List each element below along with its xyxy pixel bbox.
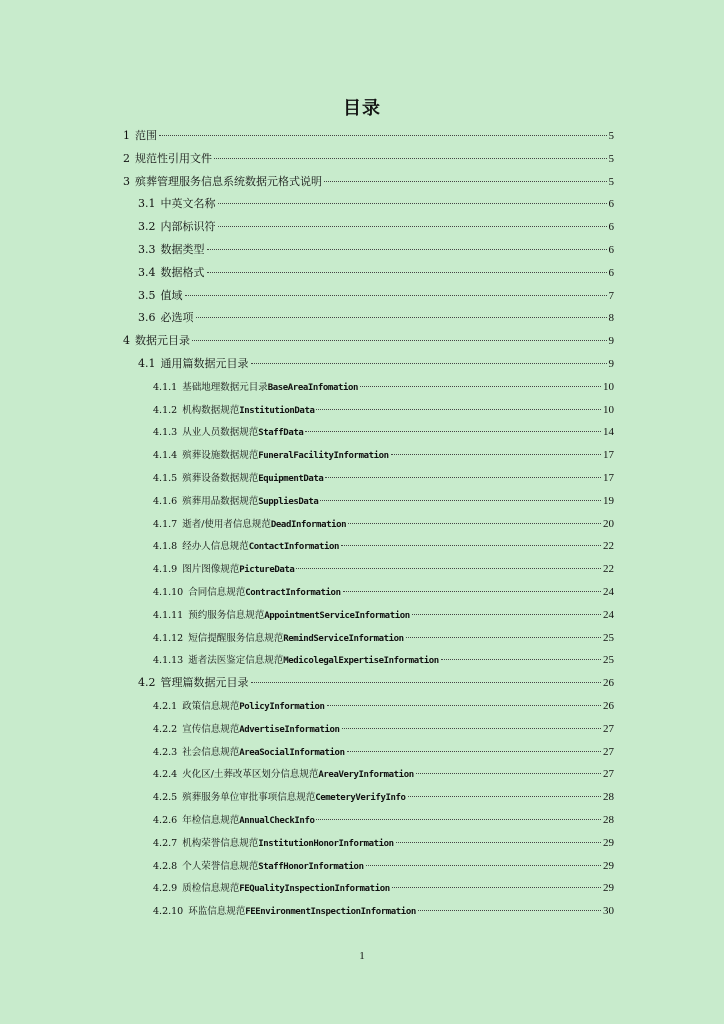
toc-title: 目录	[343, 98, 381, 119]
toc-entry-number: 4.2.5	[153, 792, 178, 804]
toc-leader-dots	[185, 295, 607, 296]
toc-entry-title: 殡葬管理服务信息系统数据元格式说明	[135, 174, 322, 188]
toc-entry-english-name: DeadInformation	[270, 519, 347, 530]
toc-entry-number: 3.6	[138, 311, 156, 325]
toc-entry-page: 6	[608, 244, 614, 256]
toc-entry-page: 26	[603, 677, 614, 690]
toc-entry[interactable]	[153, 582, 614, 602]
toc-entry-page: 27	[603, 745, 614, 758]
toc-entry-number: 4	[123, 334, 130, 348]
toc-entry-english-name: FEQualityInspectionInformation	[239, 884, 390, 895]
toc-entry-title: 社会信息规范	[182, 746, 240, 758]
toc-entry-english-name: InstitutionHonorInformation	[258, 838, 394, 849]
toc-entry-page: 17	[603, 472, 614, 484]
toc-entry-english-name: FuneralFacilityInformation	[258, 451, 389, 462]
toc-entry-title: 逝者/使用者信息规范	[182, 518, 271, 530]
toc-entry-number: 4.1.10	[153, 587, 184, 598]
toc-entry-page: 26	[603, 700, 614, 712]
toc-entry-title: 管理篇数据元目录	[160, 676, 249, 690]
toc-entry-number: 4.1.8	[153, 541, 178, 553]
toc-entry-english-name: SuppliesData	[258, 496, 319, 507]
toc-entry-english-name: AreaSocialInformation	[239, 747, 345, 758]
toc-entry[interactable]	[153, 696, 614, 716]
toc-entry-title: 合同信息规范	[188, 587, 246, 598]
toc-entry[interactable]	[153, 856, 614, 876]
toc-entry-number: 4.2.3	[153, 746, 178, 758]
toc-entry-page: 29	[603, 859, 614, 872]
toc-entry-number: 4.2.1	[153, 701, 178, 712]
toc-entry-english-name: ContractInformation	[245, 588, 341, 598]
toc-entry-number: 4.2.6	[153, 815, 178, 826]
toc-entry-page: 20	[603, 517, 614, 530]
toc-entry[interactable]	[138, 673, 614, 693]
toc-entry-page: 5	[608, 175, 614, 188]
toc-entry-title: 内部标识符	[160, 220, 216, 234]
toc-entry-page: 25	[603, 631, 614, 644]
toc-entry-page: 22	[603, 563, 614, 576]
toc-entry-title: 环监信息规范	[188, 906, 246, 918]
toc-entry-number: 4.1.2	[153, 404, 178, 416]
toc-entry-english-name: AppointmentServiceInformation	[264, 610, 410, 621]
toc-entry-page: 5	[608, 152, 614, 165]
toc-entry[interactable]	[138, 217, 614, 237]
toc-leader-dots	[196, 317, 607, 318]
toc-entry-english-name: StaffHonorInformation	[258, 861, 364, 872]
toc-entry-number: 4.2.2	[153, 723, 178, 735]
toc-entry-title: 经办人信息规范	[182, 541, 249, 553]
toc-entry-title: 机构荣誉信息规范	[182, 837, 259, 849]
toc-entry-title: 殡葬设备数据规范	[182, 473, 259, 484]
toc-entry-number: 3.2	[138, 220, 156, 234]
toc-leader-dots	[251, 682, 602, 683]
toc-entry-page: 22	[603, 540, 614, 553]
toc-leader-dots	[406, 637, 601, 638]
toc-entry-number: 3.1	[138, 197, 156, 211]
toc-entry-english-name: RemindServiceInformation	[283, 633, 404, 644]
toc-entry-number: 3	[123, 174, 130, 188]
toc-entry-english-name: BaseAreaInfomation	[267, 382, 359, 393]
toc-entry-english-name: AnnualCheckInfo	[239, 816, 315, 826]
toc-entry-title: 殡葬服务单位审批事项信息规范	[182, 792, 316, 804]
toc-entry-page: 24	[603, 586, 614, 598]
toc-entry-english-name: MedicolegalExpertiseInformation	[283, 656, 439, 667]
toc-entry-title: 从业人员数据规范	[182, 427, 259, 439]
toc-entry[interactable]	[123, 331, 614, 351]
toc-entry-number: 4.2.7	[153, 837, 178, 849]
toc-leader-dots	[296, 568, 601, 569]
toc-entry-number: 4.1.6	[153, 495, 178, 507]
toc-entry-number: 4.2.4	[153, 769, 178, 781]
toc-entry-title: 政策信息规范	[182, 701, 240, 712]
toc-leader-dots	[214, 158, 607, 159]
toc-leader-dots	[341, 545, 601, 546]
toc-entry-number: 4.2.10	[153, 906, 184, 918]
toc-leader-dots	[392, 887, 601, 888]
toc-entry[interactable]	[123, 126, 614, 146]
toc-leader-dots	[348, 523, 601, 524]
toc-entry[interactable]	[153, 742, 614, 762]
toc-entry-number: 4.1.3	[153, 427, 178, 439]
toc-entry-title: 预约服务信息规范	[188, 609, 265, 621]
page-number: 1	[359, 950, 365, 962]
toc-entry-title: 通用篇数据元目录	[160, 357, 249, 370]
toc-entry[interactable]	[153, 878, 614, 898]
toc-entry-english-name: StaffData	[258, 428, 304, 439]
toc-entry[interactable]	[153, 422, 614, 442]
toc-entry-english-name: AreaVeryInformation	[318, 770, 414, 781]
toc-leader-dots	[343, 591, 601, 592]
toc-entry-title: 个人荣誉信息规范	[182, 860, 259, 872]
toc-leader-dots	[305, 431, 601, 432]
toc-entry-number: 4.2.8	[153, 860, 178, 872]
toc-leader-dots	[316, 409, 601, 410]
toc-entry-english-name: PictureData	[239, 565, 295, 576]
toc-entry-page: 25	[603, 654, 614, 667]
toc-entry-title: 图片图像规范	[182, 564, 240, 576]
toc-entry-title: 范围	[135, 129, 157, 142]
toc-leader-dots	[251, 363, 607, 364]
toc-entry-number: 4.1.12	[153, 632, 184, 644]
toc-entry-number: 3.4	[138, 265, 156, 279]
toc-entry-page: 8	[608, 312, 614, 325]
toc-entry[interactable]	[153, 377, 614, 397]
toc-entry[interactable]	[138, 194, 614, 214]
toc-entry[interactable]	[153, 901, 614, 921]
toc-entry-number: 4.2.9	[153, 883, 178, 895]
toc-entry-title: 中英文名称	[160, 197, 216, 211]
toc-leader-dots	[207, 272, 607, 273]
toc-entry[interactable]	[138, 263, 614, 283]
toc-leader-dots	[218, 226, 607, 227]
toc-entry[interactable]	[138, 308, 614, 328]
toc-entry-title: 必选项	[160, 311, 194, 325]
toc-entry[interactable]	[153, 810, 614, 830]
toc-entry-title: 殡葬用品数据规范	[182, 495, 259, 507]
toc-entry[interactable]	[153, 536, 614, 556]
toc-entry[interactable]	[153, 764, 614, 784]
toc-entry[interactable]	[138, 240, 614, 260]
toc-entry-title: 逝者法医鉴定信息规范	[188, 655, 284, 667]
toc-entry-title: 质检信息规范	[182, 883, 240, 895]
toc-leader-dots	[342, 728, 601, 729]
toc-leader-dots	[418, 910, 601, 911]
toc-entry-page: 14	[603, 426, 614, 439]
toc-entry-page: 27	[603, 722, 614, 735]
toc-entry-number: 4.1	[138, 357, 156, 370]
toc-leader-dots	[327, 705, 601, 706]
toc-entry[interactable]	[153, 628, 614, 648]
toc-entry-page: 19	[603, 494, 614, 507]
toc-entry[interactable]	[153, 468, 614, 488]
toc-entry[interactable]	[153, 445, 614, 465]
toc-entry-number: 4.1.5	[153, 473, 178, 484]
toc-leader-dots	[159, 135, 607, 136]
toc-leader-dots	[192, 340, 607, 341]
toc-leader-dots	[412, 614, 601, 615]
toc-entry[interactable]	[138, 286, 614, 306]
toc-entry-title: 数据格式	[160, 265, 205, 279]
toc-entry-title: 年检信息规范	[182, 815, 240, 826]
toc-entry-number: 4.1.1	[153, 381, 178, 393]
toc-entry-page: 9	[608, 358, 614, 370]
toc-entry-title: 宣传信息规范	[182, 723, 240, 735]
toc-entry-page: 9	[608, 335, 614, 348]
toc-entry-number: 4.1.4	[153, 450, 178, 462]
toc-entry-number: 3.5	[138, 288, 156, 302]
toc-entry-title: 数据类型	[160, 243, 205, 256]
toc-leader-dots	[325, 477, 601, 478]
toc-entry-english-name: ContactInformation	[248, 542, 340, 553]
toc-entry-page: 27	[603, 768, 614, 781]
toc-entry[interactable]	[153, 559, 614, 579]
toc-leader-dots	[391, 454, 601, 455]
toc-entry-number: 4.1.7	[153, 518, 178, 530]
toc-entry-title: 值域	[160, 288, 183, 302]
toc-entry-english-name: AdvertiseInformation	[239, 724, 340, 735]
toc-leader-dots	[396, 842, 601, 843]
toc-entry-number: 1	[123, 129, 130, 142]
toc-leader-dots	[324, 181, 607, 182]
toc-entry[interactable]	[153, 605, 614, 625]
toc-entry-page: 29	[603, 882, 614, 895]
toc-entry-english-name: InstitutionData	[239, 405, 315, 416]
toc-entry-page: 10	[603, 380, 614, 393]
toc-entry-number: 3.3	[138, 243, 156, 256]
toc-entry[interactable]	[123, 149, 614, 169]
toc-entry-title: 机构数据规范	[182, 404, 240, 416]
toc-entry[interactable]	[153, 650, 614, 670]
toc-entry[interactable]	[153, 400, 614, 420]
toc-leader-dots	[416, 773, 601, 774]
toc-entry-title: 数据元目录	[135, 334, 190, 348]
toc-entry-title: 殡葬设施数据规范	[182, 450, 259, 462]
toc-entry-number: 2	[123, 151, 130, 165]
toc-leader-dots	[366, 865, 601, 866]
toc-entry-english-name: FEEnvironmentInspectionInformation	[245, 907, 416, 918]
toc-entry-page: 10	[603, 403, 614, 416]
toc-entry-title: 基础地理数据元目录	[182, 381, 268, 393]
toc-entry-page: 24	[603, 608, 614, 621]
toc-leader-dots	[218, 203, 607, 204]
toc-leader-dots	[360, 386, 601, 387]
toc-entry-number: 4.1.11	[153, 609, 184, 621]
toc-entry-title: 短信提醒服务信息规范	[188, 632, 284, 644]
toc-entry-page: 28	[603, 814, 614, 826]
toc-entry-english-name: CemeteryVerifyInfo	[315, 793, 406, 804]
toc-leader-dots	[316, 819, 601, 820]
toc-entry-page: 5	[608, 130, 614, 142]
toc-entry-number: 4.1.9	[153, 564, 178, 576]
toc-entry-number: 4.1.13	[153, 655, 184, 667]
toc-entry[interactable]	[138, 354, 614, 374]
toc-entry-english-name: PolicyInformation	[239, 702, 325, 712]
toc-leader-dots	[408, 796, 601, 797]
toc-entry[interactable]	[153, 787, 614, 807]
toc-entry-page: 6	[608, 198, 614, 211]
toc-entry-title: 火化区/土葬改革区划分信息规范	[182, 769, 319, 781]
toc-entry-page: 17	[603, 449, 614, 462]
toc-entry[interactable]	[123, 172, 614, 192]
toc-entry-number: 4.2	[138, 676, 156, 690]
toc-entry-page: 28	[603, 791, 614, 804]
toc-entry-page: 7	[608, 289, 614, 302]
toc-entry[interactable]	[153, 719, 614, 739]
toc-entry[interactable]	[153, 514, 614, 534]
toc-entry-page: 29	[603, 836, 614, 849]
toc-entry[interactable]	[153, 491, 614, 511]
toc-leader-dots	[347, 751, 601, 752]
toc-leader-dots	[320, 500, 601, 501]
toc-entry-title: 规范性引用文件	[135, 151, 212, 165]
toc-entry[interactable]	[153, 833, 614, 853]
toc-leader-dots	[207, 249, 607, 250]
toc-entry-page: 6	[608, 221, 614, 234]
toc-entry-page: 6	[608, 266, 614, 279]
toc-entry-english-name: EquipmentData	[258, 474, 324, 484]
toc-entry-page: 30	[603, 905, 614, 918]
toc-leader-dots	[441, 659, 601, 660]
